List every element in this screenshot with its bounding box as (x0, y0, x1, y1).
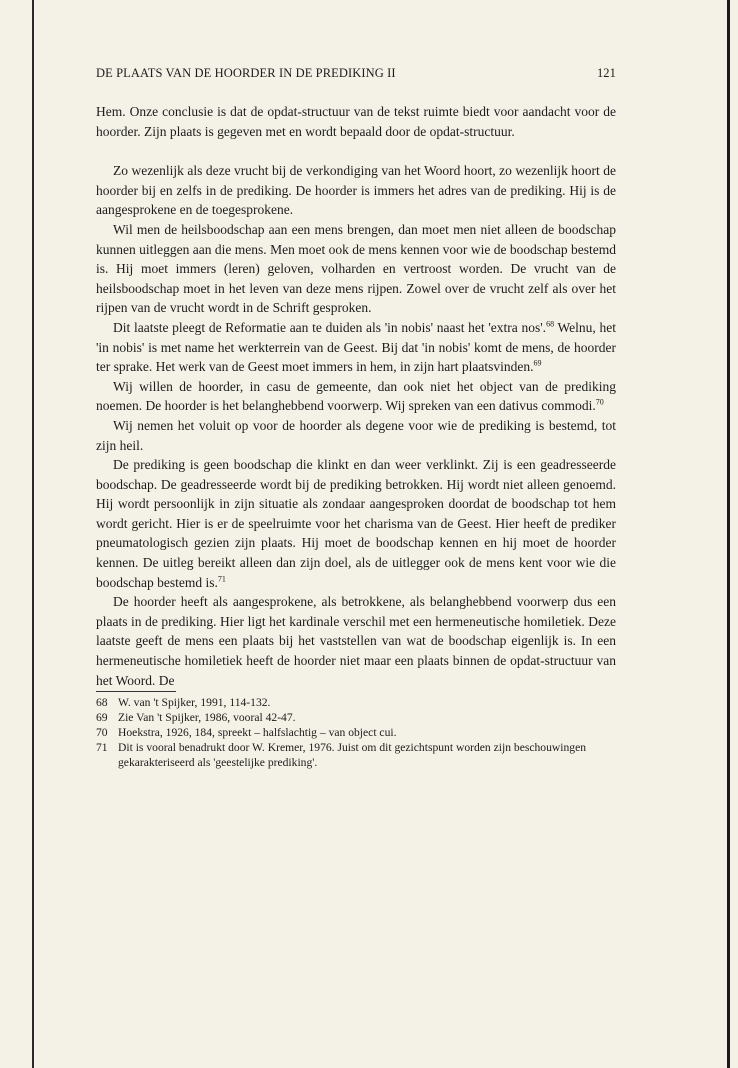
footnote-number: 70 (96, 726, 108, 740)
paragraph: Hem. Onze conclusie is dat de opdat-structuur van de tekst ruimte biedt voor aandacht voor de hoorder. Zijn plaats is gegeven met en wordt bepaald door de opdat-structuur. (96, 104, 616, 139)
footnote-number: 71 (96, 741, 108, 755)
paragraph: De hoorder heeft als aangesprokene, als betrokkene, als belanghebbend voorwerp dus een plaats in de prediking. Hier ligt het kardinale verschil met een hermeneutische homiletiek. Deze laatste geeft de mens een plaats bij het vaststellen van wat de boodschap eigenlijk is. In een hermeneutische homiletiek heeft de hoorder niet maar een plaats binnen de opdat-structuur van het Woord. De (96, 594, 616, 688)
footnote (96, 695, 616, 710)
running-header (96, 66, 616, 86)
footnote-ref: 68 (546, 319, 555, 329)
footnote-ref: 71 (217, 574, 226, 584)
footnote-number: 68 (96, 696, 108, 710)
footnote-ref: 69 (533, 358, 542, 368)
paragraph (96, 318, 616, 377)
page-number: 121 (596, 66, 616, 80)
footnote-divider (96, 691, 176, 692)
paragraph (96, 377, 616, 416)
book-page (96, 66, 616, 770)
running-title: DE PLAATS VAN DE HOORDER IN DE PREDIKING II (96, 66, 396, 80)
footnote-number: 69 (96, 711, 108, 725)
paragraph-text: Wij willen de hoorder, in casu de gemeente, dan ook niet het object van de prediking noemen. De hoorder is het belanghebbend voorwerp. Wij spreken van een dativus commodi. (96, 378, 616, 414)
footnote-text: Hoekstra, 1926, 184, spreekt – halfslachtig – van object cui. (118, 726, 397, 740)
body-text (96, 102, 616, 690)
footnote (96, 725, 616, 740)
paragraph: Wij nemen het voluit op voor de hoorder als degene voor wie de prediking is bestemd, tot zijn heil. (96, 417, 616, 453)
paragraph: Wil men de heilsboodschap aan een mens brengen, dan moet men niet alleen de boodschap kunnen uitleggen aan die mens. Men moet ook de mens kennen voor wie de boodschap bestemd is. Hij moet immers (leren) geloven, volharden en vertroost worden. De vrucht van de heilsboodschap moet in het leven van deze mens rijpen. Zowel over de vrucht zelf als over het rijpen van de vrucht wordt in de Schrift gesproken. (96, 221, 616, 316)
page-left-edge (32, 0, 34, 1068)
paragraph: Zo wezenlijk als deze vrucht bij de verkondiging van het Woord hoort, zo wezenlijk hoort de hoorder bij en zelfs in de prediking. De hoorder is immers het adres van de prediking. Hij is de aangesprokene en de toegesprokene. (96, 163, 616, 218)
footnotes (96, 695, 616, 770)
paragraph (96, 455, 616, 592)
footnote (96, 710, 616, 725)
page-right-edge (727, 0, 730, 1068)
footnote-text: Dit is vooral benadrukt door W. Kremer, 1976. Juist om dit gezichtspunt worden zijn beschouwingen gekarakteriseerd als 'geestelijke prediking'. (118, 741, 587, 770)
paragraph-text: De prediking is geen boodschap die klinkt en dan weer verklinkt. Zij is een geadresseerde boodschap. De geadresseerde wordt bij de prediking betrokken. Hij wordt niet alleen genoemd. Hij wordt persoonlijk in zijn situatie als zondaar aangesproken doordat de boodschap tot hem wordt gericht. Hier is er de speelruimte voor het charisma van de Geest. Hier heeft de prediker pneumatologisch gezien zijn plaats. Hij moet de boodschap kennen en hij moet de hoorder kennen. De uitleg bereikt alleen dan zijn doel, als de uitlegger ook de mens kent voor wie die boodschap bestemd is. (96, 457, 616, 590)
footnote (96, 740, 616, 770)
paragraph-text: Dit laatste pleegt de Reformatie aan te duiden als 'in nobis' naast het 'extra nos'. (113, 319, 547, 335)
footnote-text: W. van 't Spijker, 1991, 114-132. (118, 696, 271, 710)
paragraph-text: Welnu, het 'in nobis' is met name het werkterrein van de Geest. Bij dat 'in nobis' komt de mens, de hoorder ter sprake. Het werk van de Geest moet immers in hem, in zijn hart plaatsvinden. (96, 319, 616, 375)
footnote-ref: 70 (595, 397, 604, 407)
footnote-text: Zie Van 't Spijker, 1986, vooral 42-47. (118, 711, 296, 725)
